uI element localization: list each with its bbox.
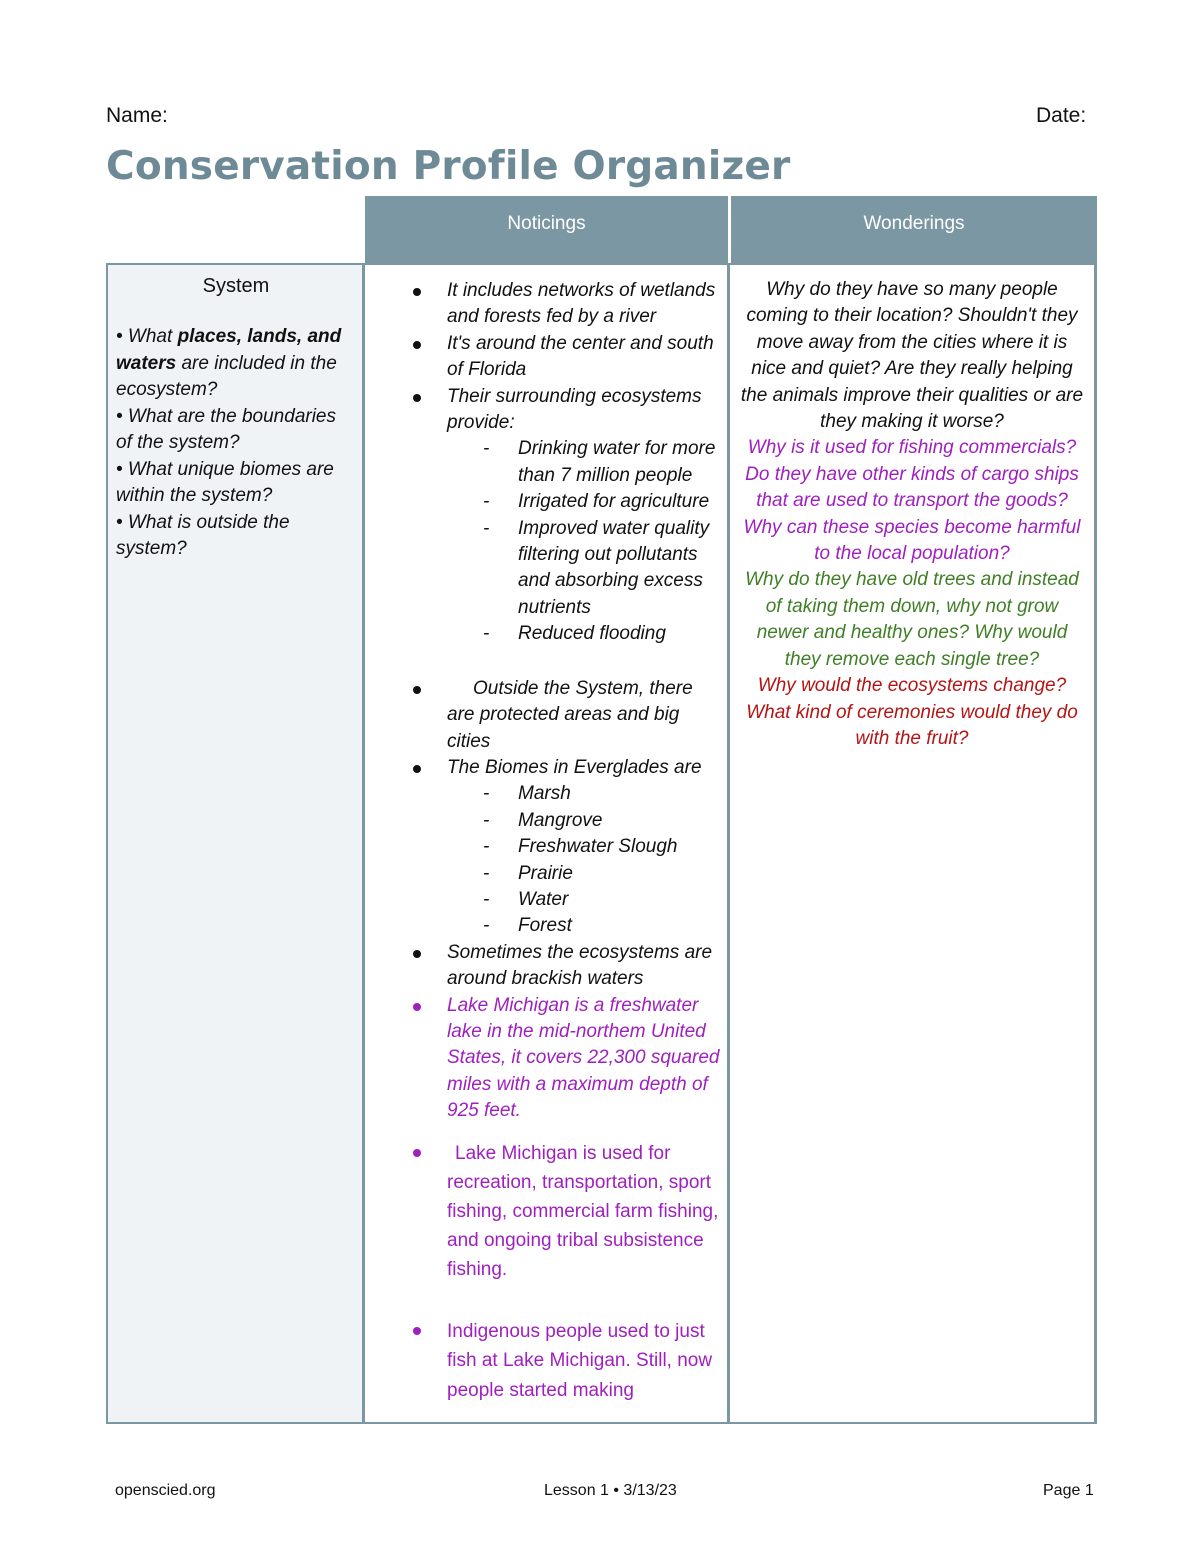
- dash-icon: -: [483, 517, 490, 539]
- q1-pre: • What: [116, 326, 178, 347]
- noticings-cell: [365, 265, 730, 1422]
- noticing-text: Their surrounding ecosystems provide:: [447, 385, 702, 434]
- noticing-item: [365, 278, 727, 331]
- sub-item: [365, 489, 727, 515]
- sub-text: Reduced flooding: [518, 623, 666, 645]
- dash-icon: -: [483, 783, 490, 805]
- sub-item: [365, 861, 727, 887]
- sub-item: [365, 887, 727, 913]
- system-question-1: [116, 324, 356, 404]
- noticing-text: Lake Michigan is a freshwater lake in the mid-northem United States, it covers 22,300 squared miles with a maximum depth of 925 feet.: [447, 994, 720, 1122]
- bullet-icon: [413, 686, 421, 694]
- page-title: Conservation Profile Organizer: [106, 144, 791, 189]
- sub-item: [365, 516, 727, 622]
- noticings-header: Noticings: [365, 196, 728, 263]
- noticing-text: The Biomes in Everglades are: [447, 756, 702, 778]
- noticing-text: It includes networks of wetlands and forests fed by a river: [447, 280, 716, 328]
- noticing-text: Lake Michigan is used for recreation, transportation, sport fishing, commercial farm fishing, and ongoing tribal subsistence fishing.: [447, 1142, 719, 1280]
- dash-icon: -: [483, 809, 490, 831]
- system-title: System: [202, 275, 270, 297]
- sub-text: Forest: [518, 915, 572, 937]
- noticing-item: [365, 940, 727, 993]
- date-label: Date:: [1036, 104, 1087, 127]
- wonderings-header: Wonderings: [731, 196, 1097, 263]
- bullet-icon: [413, 341, 421, 349]
- footer-page: Page 1: [1043, 1482, 1094, 1499]
- noticing-text: Outside the System, there are protected areas and big cities: [447, 677, 693, 752]
- wondering-purple: Why is it used for fishing commercials? Do they have other kinds of cargo ships that are used to transport the goods? Why can these species become harmful to the local population?: [743, 437, 1081, 565]
- noticing-item: [365, 384, 727, 437]
- sub-text: Prairie: [518, 862, 573, 884]
- bullet-icon: [413, 394, 421, 402]
- noticing-item: [365, 993, 727, 1125]
- q1-bold: places, lands, and waters: [116, 326, 342, 374]
- sub-item: [365, 913, 727, 939]
- sub-text: Water: [518, 888, 569, 910]
- dash-icon: -: [483, 438, 490, 460]
- system-question-3: • What unique biomes are within the system?: [116, 458, 334, 506]
- sub-item: [365, 781, 727, 807]
- noticing-item: [365, 1317, 727, 1406]
- sub-text: Irrigated for agriculture: [518, 491, 710, 513]
- noticing-item: [365, 1139, 727, 1284]
- wonderings-text: [730, 265, 1094, 752]
- bullet-icon: [413, 765, 421, 773]
- organizer-table: [106, 194, 1097, 1426]
- sub-item: [365, 834, 727, 860]
- noticing-text: It's around the center and south of Florida: [447, 332, 714, 381]
- dash-icon: -: [483, 888, 490, 910]
- bullet-icon: [413, 1003, 421, 1011]
- system-question-2: • What are the boundaries of the system?: [116, 405, 337, 453]
- sub-text: Mangrove: [518, 809, 603, 831]
- bullet-icon: [413, 1149, 421, 1157]
- noticing-item: [365, 331, 727, 384]
- sub-item: [365, 436, 727, 489]
- noticing-text: Sometimes the ecosystems are around brackish waters: [447, 941, 713, 990]
- noticing-item: [365, 755, 727, 781]
- wondering-green: Why do they have old trees and instead of taking them down, why not grow newer and healthy ones? Why would they remove each single tree?: [745, 569, 1079, 670]
- sub-text: Improved water quality filtering out pollutants and absorbing excess nutrients: [518, 517, 710, 618]
- dash-icon: -: [483, 915, 490, 937]
- bullet-icon: [413, 288, 421, 296]
- system-cell: [108, 265, 365, 1422]
- dash-icon: -: [483, 491, 490, 513]
- footer-site: openscied.org: [115, 1482, 216, 1499]
- dash-icon: -: [483, 623, 490, 645]
- q1-post: are included in the ecosystem?: [116, 352, 337, 400]
- bullet-icon: [413, 1327, 421, 1335]
- wondering-black: Why do they have so many people coming to their location? Shouldn't they move away from the cities where it is nice and quiet? Are they really helping the animals improve their qualities or are they making it worse?: [740, 279, 1084, 433]
- sub-item: [365, 621, 727, 647]
- sub-item: [365, 808, 727, 834]
- sub-text: Drinking water for more than 7 million people: [518, 438, 716, 486]
- system-row: [106, 263, 1097, 1424]
- wondering-red: Why would the ecosystems change? What kind of ceremonies would they do with the fruit?: [746, 675, 1078, 749]
- dash-icon: -: [483, 836, 490, 858]
- dash-icon: -: [483, 862, 490, 884]
- sub-text: Freshwater Slough: [518, 836, 678, 858]
- noticing-item: [365, 676, 727, 755]
- wonderings-cell: [730, 265, 1094, 1422]
- system-question-4: • What is outside the system?: [116, 511, 290, 559]
- sub-text: Marsh: [518, 783, 571, 805]
- noticing-text: Indigenous people used to just fish at Lake Michigan. Still, now people started making: [447, 1320, 713, 1401]
- name-label: Name:: [106, 104, 168, 127]
- bullet-icon: [413, 950, 421, 958]
- footer-lesson: Lesson 1 • 3/13/23: [544, 1482, 677, 1499]
